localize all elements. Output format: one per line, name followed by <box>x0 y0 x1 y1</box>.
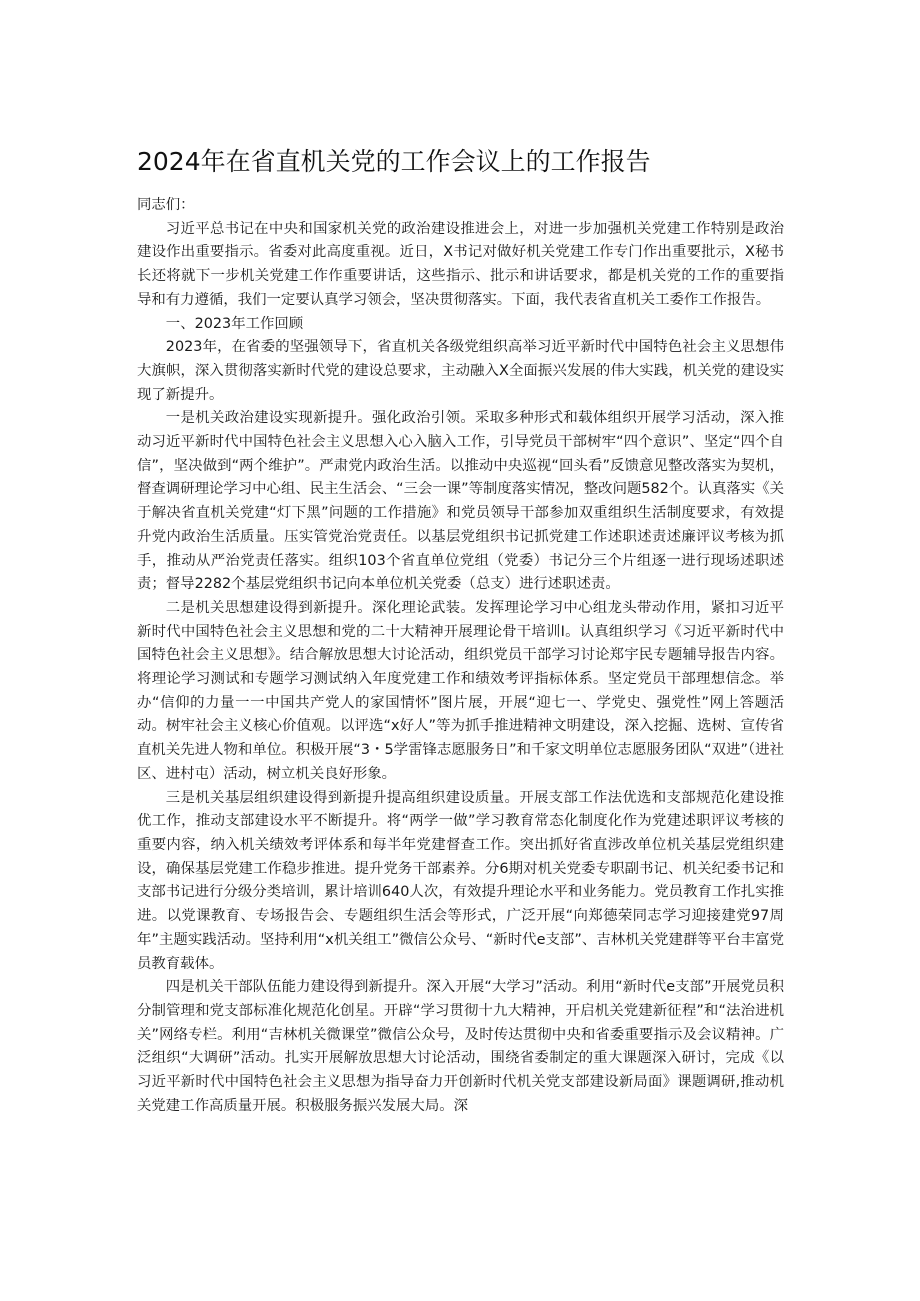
cadre-capacity-paragraph: 四是机关干部队伍能力建设得到新提升。深入开展“大学习”活动。利用“新时代e支部”开展党员积分制管理和党支部标准化规范化创星。开辟“学习贯彻十九大精神，开启机关党建新征程”和“法治进机关”网络专栏。利用“吉林机关微课堂”微信公众号，及时传达贯彻中央和省委重要指示及会议精神。广泛组织“大调研”活动。扎实开展解放思想大讨论活动，围绕省委制定的重大课题深入研讨，完成《以习近平新时代中国特色社会主义思想为指导奋力开创新时代机关党支部建设新局面》课题调研,推动机关党建工作高质量开展。积极服务振兴发展大局。深 <box>137 979 784 1114</box>
section-heading: 一、2023年工作回顾 <box>165 315 304 332</box>
ideological-building-paragraph: 二是机关思想建设得到新提升。深化理论武装。发挥理论学习中心组龙头带动作用，紧扣习近平新时代中国特色社会主义思想和党的二十大精神开展理论骨干培训I。认真组织学习《习近平新时代中国特色社会主义思想》。结合解放思想大讨论活动，组织党员干部学习讨论郑宇民专题辅导报告内容。将理论学习测试和专题学习测试纳入年度党建工作和绩效考评指标体系。坚定党员干部理想信念。举办“信仰的力量一一中国共产党人的家国情怀”图片展，开展“迎七一、学党史、强党性”网上答题活动。树牢社会主义核心价值观。以评选“x好人”等为抓手推进精神文明建设，深入挖掘、选树、宣传省直机关先进人物和单位。积极开展“3・5学雷锋志愿服务日”和千家文明单位志愿服务团队“双进”（进社区、进村屯）活动，树立机关良好形象。 <box>137 599 784 782</box>
intro-paragraph: 习近平总书记在中央和国家机关党的政治建设推进会上，对进一步加强机关党建工作特别是政治建设作出重要指示。省委对此高度重视。近日，X书记对做好机关党建工作专门作出重要批示，X秘书长还将就下一步机关党建工作作重要讲话，这些指示、批示和讲话要求，都是机关党的工作的重要指导和有力遵循，我们一定要认真学习领会，坚决贯彻落实。下面，我代表省直机关工委作工作报告。 <box>137 220 784 308</box>
political-building-paragraph: 一是机关政治建设实现新提升。强化政治引领。采取多种形式和载体组织开展学习活动，深入推动习近平新时代中国特色社会主义思想入心入脑入工作，引导党员干部树牢“四个意识”、坚定“四个自信”，坚决做到“两个维护”。严肃党内政治生活。以推动中央巡视“回头看”反馈意见整改落实为契机，督查调研理论学习中心组、民主生活会、“三会一课”等制度落实情况，整改问题582个。认真落实《关于解决省直机关党建“灯下黑”问题的工作措施》和党员领导干部参加双重组织生活制度要求，有效提升党内政治生活质量。压实管党治党责任。以基层党组织书记抓党建工作述职述责述廉评议考核为抓手，推动从严治党责任落实。组织103个省直单位党组（党委）书记分三个片组逐一进行现场述职述责；督导2282个基层党组织书记向本单位机关党委（总支）进行述职述责。 <box>137 410 784 593</box>
document-body <box>137 194 784 1118</box>
section-intro-paragraph: 2023年，在省委的坚强领导下，省直机关各级党组织高举习近平新时代中国特色社会主义思想伟大旗帜，深入贯彻落实新时代党的建设总要求，主动融入X全面振兴发展的伟大实践，机关党的建设实现了新提升。 <box>137 339 784 403</box>
document-title: 2024年在省直机关党的工作会议上的工作报告 <box>137 147 651 176</box>
salutation: 同志们： <box>137 197 195 213</box>
organizational-building-paragraph: 三是机关基层组织建设得到新提升提高组织建设质量。开展支部工作法优选和支部规范化建设推优工作，推动支部建设水平不断提升。将“两学一做”学习教育常态化制度化作为党建述职评议考核的重要内容，纳入机关绩效考评体系和每半年党建督查工作。突出抓好省直涉改单位机关基层党组织建设，确保基层党建工作稳步推进。提升党务干部素养。分6期对机关党委专职副书记、机关纪委书记和支部书记进行分级分类培训，累计培训640人次，有效提升理论水平和业务能力。党员教育工作扎实推进。以党课教育、专场报告会、专题组织生活会等形式，广泛开展“向郑德荣同志学习迎接建党97周年”主题实践活动。坚持利用“x机关组工”微信公众号、“新时代e支部”、吉林机关党建群等平台丰富党员教育载体。 <box>137 789 784 972</box>
